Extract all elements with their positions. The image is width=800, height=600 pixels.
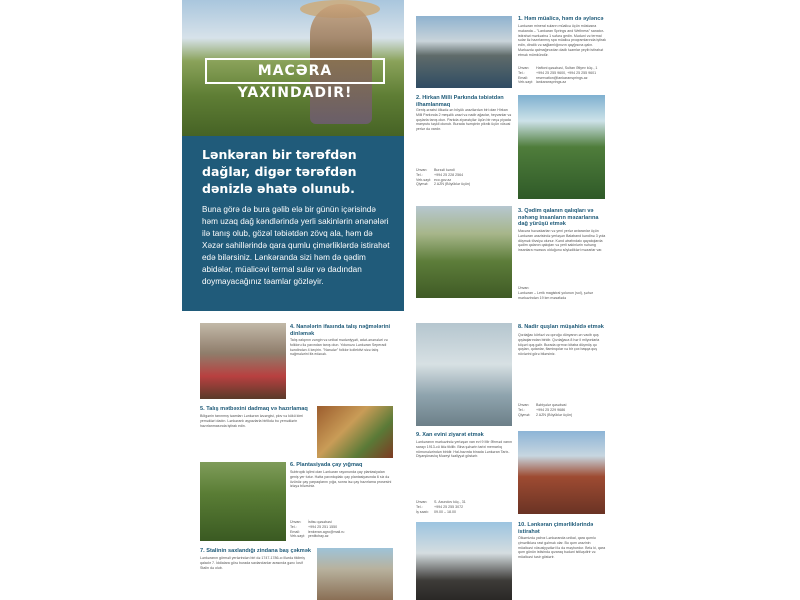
section-9-title: 9. Xan evini ziyarət etmək — [416, 432, 484, 438]
section-8-info: Ünvan: Bəbiyələr qəsəbəsi Tel.: +994 25 229 9686 Qiymət: 2 AZN (Böyüklər üçün) — [518, 403, 573, 417]
section-3-info: Ünvan:Lənkəran – Lerik magistral yolunun (sol), şəhər mərkəzindən 19 km məsafədə — [518, 286, 593, 300]
section-2-title: 2. Hirkan Milli Parkında təbiətdən ilhamlanmaq — [416, 95, 504, 108]
section-3-text: Macəra həvəskarları və yeni yerlər axtaranlar üçün Lənkəran ərazisində yerləşən Balaband kəndinə 3 yola düşmək tövsiyə olunur. Kənd ətrafındakı qayalıqlarda qədim qalanın qalıqları və yerli sakinlərin nəhəng insanlara məxsus olduğunu söylədikləri məzarlar var. — [518, 229, 606, 253]
hero-title: Lənkəran bir tərəfdən dağlar, digər tərəfdən dənizlə əhatə olunub. — [202, 147, 357, 196]
section-4-title: 4. Nanələrin ifasında talış nəğmələrini dinləmək — [290, 324, 391, 337]
section-8-title: 8. Nadir quşları müşahidə etmək — [518, 324, 604, 330]
mountain-photo — [416, 206, 512, 298]
hero-text: Buna görə də bura gəlib elə bir günün içərisində həm uzaq dağ kəndlərində yerli sakinlərin ənənələri ilə tanış olub, gözəl təbiətdən zövq ala, həm də Xəzər sahillərində qara qumlu çimərliklərdə istirahət edə bilərsiniz. Lənkəranda sizi həm də qədim abidələr, müalicəvi termal sular və dadından doymayacağınız təamlar gözləyir. — [202, 205, 390, 286]
section-2-info: Ünvan: Burzəli kəndi Tel.: +994 25 228 2564 Veb-sayt: eco.gov.az Qiymət: 2 AZN (Böyüklər üçün) — [416, 168, 471, 187]
section-6-info: Ünvan: İstisu qəsəbəsi Tel.: +994 25 251 1550 Email: lenkeran.agro@mail.ru Veb-sayt: yeniltchay.az — [290, 520, 345, 539]
section-1-info: Ünvan: Haftoni qəsəbəsi, Sultan Əliyev küç., 1 Tel.: +994 25 255 9600, +994 25 255 9601 Email: reservation@lankaransprings.az Veb-sayt: lankaransprings.az — [518, 66, 598, 85]
fortress-photo — [317, 548, 393, 600]
hero-banner: MACƏRA YAXINDADIR! — [205, 58, 385, 84]
section-1-text: Lənkəran mineral suların müalicə üçün müstəsna məkanda – "Lankaran Springs and Wellness" sanator-istirahət mərkəzinə 1 səfərə gedin. Mədəni və termal sular ilə hazırlanmış spa müalicə proqramlarında iştirak edin, dinclik və sağlamlığınızın qayğısına qalın. Mərkəzdə qalmağınızdan dadlı təamlar yeyib istirahət etmək mümkündür. — [518, 24, 606, 57]
section-9-text: Lənkəranın mərkəzində yerləşən xan evi 9 Mir Əhməd xanın sarayı 1913-cü ildə tikilib. Bina şəhərin tarixi memarlıq nümunələrindən biridir. Hal-hazırda binada Lənkəran Tarix-Diyarşünaslıq Muzeyi fəaliyyət göstərir. — [416, 440, 512, 459]
forest-photo — [518, 95, 605, 199]
section-5-text: Bölgənin tanınmış təamları Lənkəran ləvəngisi, plov və kükü kimi yeməkləri dadın. Lənkəranlı aşpazlarla birlikdə bu yeməklərin hazırlanmasında iştirak edin. — [200, 414, 304, 428]
section-8-text: Qızılağac körfəzi və qoruğu dünyanın ən vacib quş qışlaqlarından biridir. Qızılağaca 8 hər il milyonlarla köçəri quş gəlir. Burada qırmızı kitaba düşmüş qu quşları, qutanlar, flaminqolar və bir çox başqa quş növlərini görə bilərsiniz. — [518, 333, 600, 357]
section-4-text: Talış xalqının zəngin və unikal mədəniyyəti, adət-ənənələri və folkloru ilə yaxından tanış olun. Yolunuzu Lənkəran Seperadi kəndindən 4 keçirin. "Nanələr" folklor kollektivi sizə talış nəğmələrini ifa edəcək. — [290, 338, 388, 357]
hero-panel — [182, 136, 404, 311]
section-2-text: Geniş ərazisi ölkədə ən böyük ərazilərdən biri olan Hirkan Milli Parkında 2 meşəlik ərazi və nadir ağaclar, heyvanlar və quşlarla tanış olun. Parkda ziyarətçilər üçün bir neçə piyada marşrutu təşkil olunub. Burada həmçinin piknik üçün xüsusi yerlər də vardır. — [416, 108, 512, 132]
birds-photo — [416, 323, 512, 426]
food-photo — [317, 406, 393, 458]
hotel-photo — [416, 16, 512, 88]
section-5-title: 5. Talış mətbəxini dadmaq və hazırlamaq — [200, 406, 308, 412]
beach-photo — [416, 522, 512, 600]
tea-photo — [200, 462, 286, 541]
section-6-title: 6. Plantasiyada çay yığmaq — [290, 462, 363, 468]
section-7-text: Lənkəranın görməli yerlərindən biri də 1747-1786-cı illərdə tikilmiş qaladır 7. İddialara görə burada saxlanılanlar arasında gənc İosif Stalin də olub. — [200, 556, 305, 570]
section-6-text: Subtropik iqlimi olan Lənkəran rayonunda çay plantasiyaları geniş yer tutur. Hətta yaxınlıqdakı çay plantasiyasında 6 siz də özünüz çay yarpaqlarını yığa, sonra isə çay hazırlama prosesini izləyə bilərsiniz. — [290, 470, 392, 489]
section-9-info: Ünvan: S. Axundov küç., 31 Tel.: +994 25 255 3072 İş saatı: 09.00 – 18.00 — [416, 500, 466, 514]
folk-photo — [200, 323, 286, 399]
section-10-title: 10. Lənkəran çimərliklərində istirahət — [518, 522, 594, 535]
section-10-text: Ölkəmizdə yalnız Lənkəranda unikal, qara qumlu çimərliklərə rast gəlmək olar. Bu qum ərazinin müalicəvi xüsusiyyətləri ilə də məşhurdur. Belə ki, qara qum günün istisində qızaraq bədəni istiləşdirir və müalicəvi təsir göstərir. — [518, 536, 606, 560]
section-3-title: 3. Qədim qalanın qalıqları və nəhəng insanların məzarlarına dağ yürüşü etmək — [518, 208, 599, 228]
section-7-title: 7. Stalinin saxlandığı zindana baş çəkmək — [200, 548, 311, 554]
khan-house-photo — [518, 431, 605, 514]
section-1-title: 1. Həm müalicə, həm də əyləncə — [518, 16, 604, 22]
